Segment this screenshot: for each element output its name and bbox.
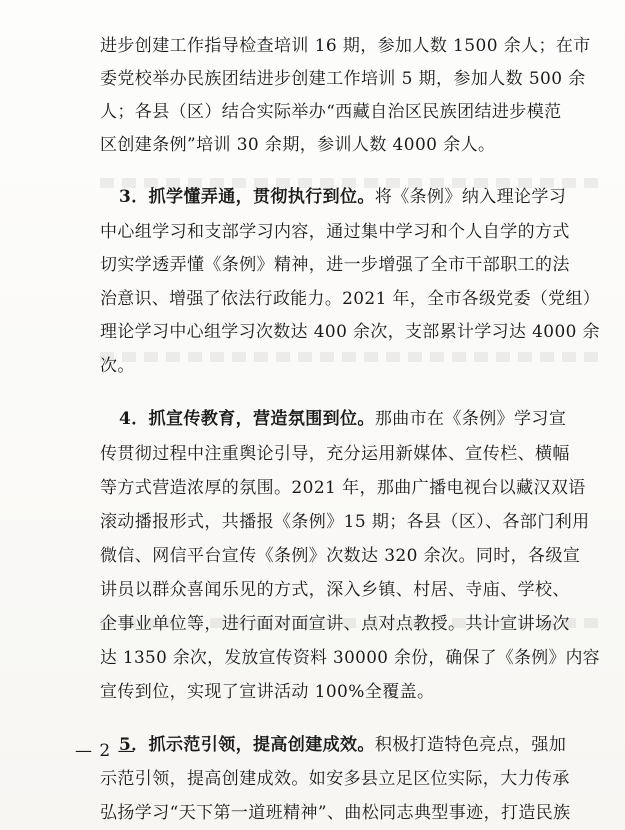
- text-run: 那曲市在《条例》学习宣: [374, 409, 567, 429]
- text-line: 滚动播报形式，共播报《条例》15 期；各县（区）、各部门利用: [100, 512, 590, 532]
- section-heading: 3．抓学懂弄通，贯彻执行到位。: [119, 187, 375, 207]
- text-line: 讲员以群众喜闻乐见的方式，深入乡镇、村居、寺庙、学校、: [100, 580, 570, 600]
- text-line: 切实学透弄懂《条例》精神，进一步增强了全市干部职工的法: [100, 255, 570, 275]
- text-run: 积极打造特色亮点，强加: [374, 735, 567, 755]
- text-line: 传贯彻过程中注重舆论引导，充分运用新媒体、宣传栏、横幅: [100, 444, 570, 464]
- text-line: 等方式营造浓厚的氛围。2021 年，那曲广播电视台以藏汉双语: [100, 478, 586, 498]
- paragraph-first-line: [119, 187, 566, 209]
- text-line: 次。: [100, 356, 135, 376]
- text-line: 治意识、增强了依法行政能力。2021 年，全市各级党委（党组）: [100, 289, 601, 309]
- text-line: 示范引领，提高创建成效。如安多县立足区位实际，大力传承: [100, 769, 570, 789]
- text-line: 企事业单位等，进行面对面宣讲、点对点教授。共计宣讲场次: [100, 614, 570, 634]
- text-line: 委党校举办民族团结进步创建工作培训 5 期，参加人数 500 余: [100, 69, 586, 89]
- text-line: 微信、网信平台宣传《条例》次数达 320 余次。同时，各级宣: [100, 546, 581, 566]
- section-heading: 5．抓示范引领，提高创建成效。: [119, 735, 375, 755]
- text-line: 进步创建工作指导检查培训 16 期，参加人数 1500 余人；在市: [100, 36, 591, 56]
- section-heading: 4．抓宣传教育，营造氛围到位。: [119, 409, 375, 429]
- text-line: 达 1350 余次，发放宣传资料 30000 余份，确保了《条例》内容: [100, 648, 600, 668]
- bleed-through-shadow: [100, 352, 600, 362]
- page-number: — 2 —: [75, 741, 136, 761]
- text-line: 弘扬学习“天下第一道班精神”、曲松同志典型事迹，打造民族: [100, 803, 571, 823]
- text-run: 将《条例》纳入理论学习: [374, 187, 567, 207]
- text-line: 宣传到位，实现了宣讲活动 100%全覆盖。: [100, 682, 435, 702]
- text-line: 人；各县（区）结合实际举办“西藏自治区民族团结进步模范: [100, 102, 562, 122]
- paragraph-first-line: [119, 409, 566, 431]
- text-line: 理论学习中心组学习次数达 400 余次，支部累计学习达 4000 余: [100, 322, 600, 342]
- paragraph-first-line: [119, 735, 566, 757]
- text-line: 区创建条例”培训 30 余期，参训人数 4000 余人。: [100, 135, 496, 155]
- text-line: 中心组学习和支部学习内容，通过集中学习和个人自学的方式: [100, 222, 570, 242]
